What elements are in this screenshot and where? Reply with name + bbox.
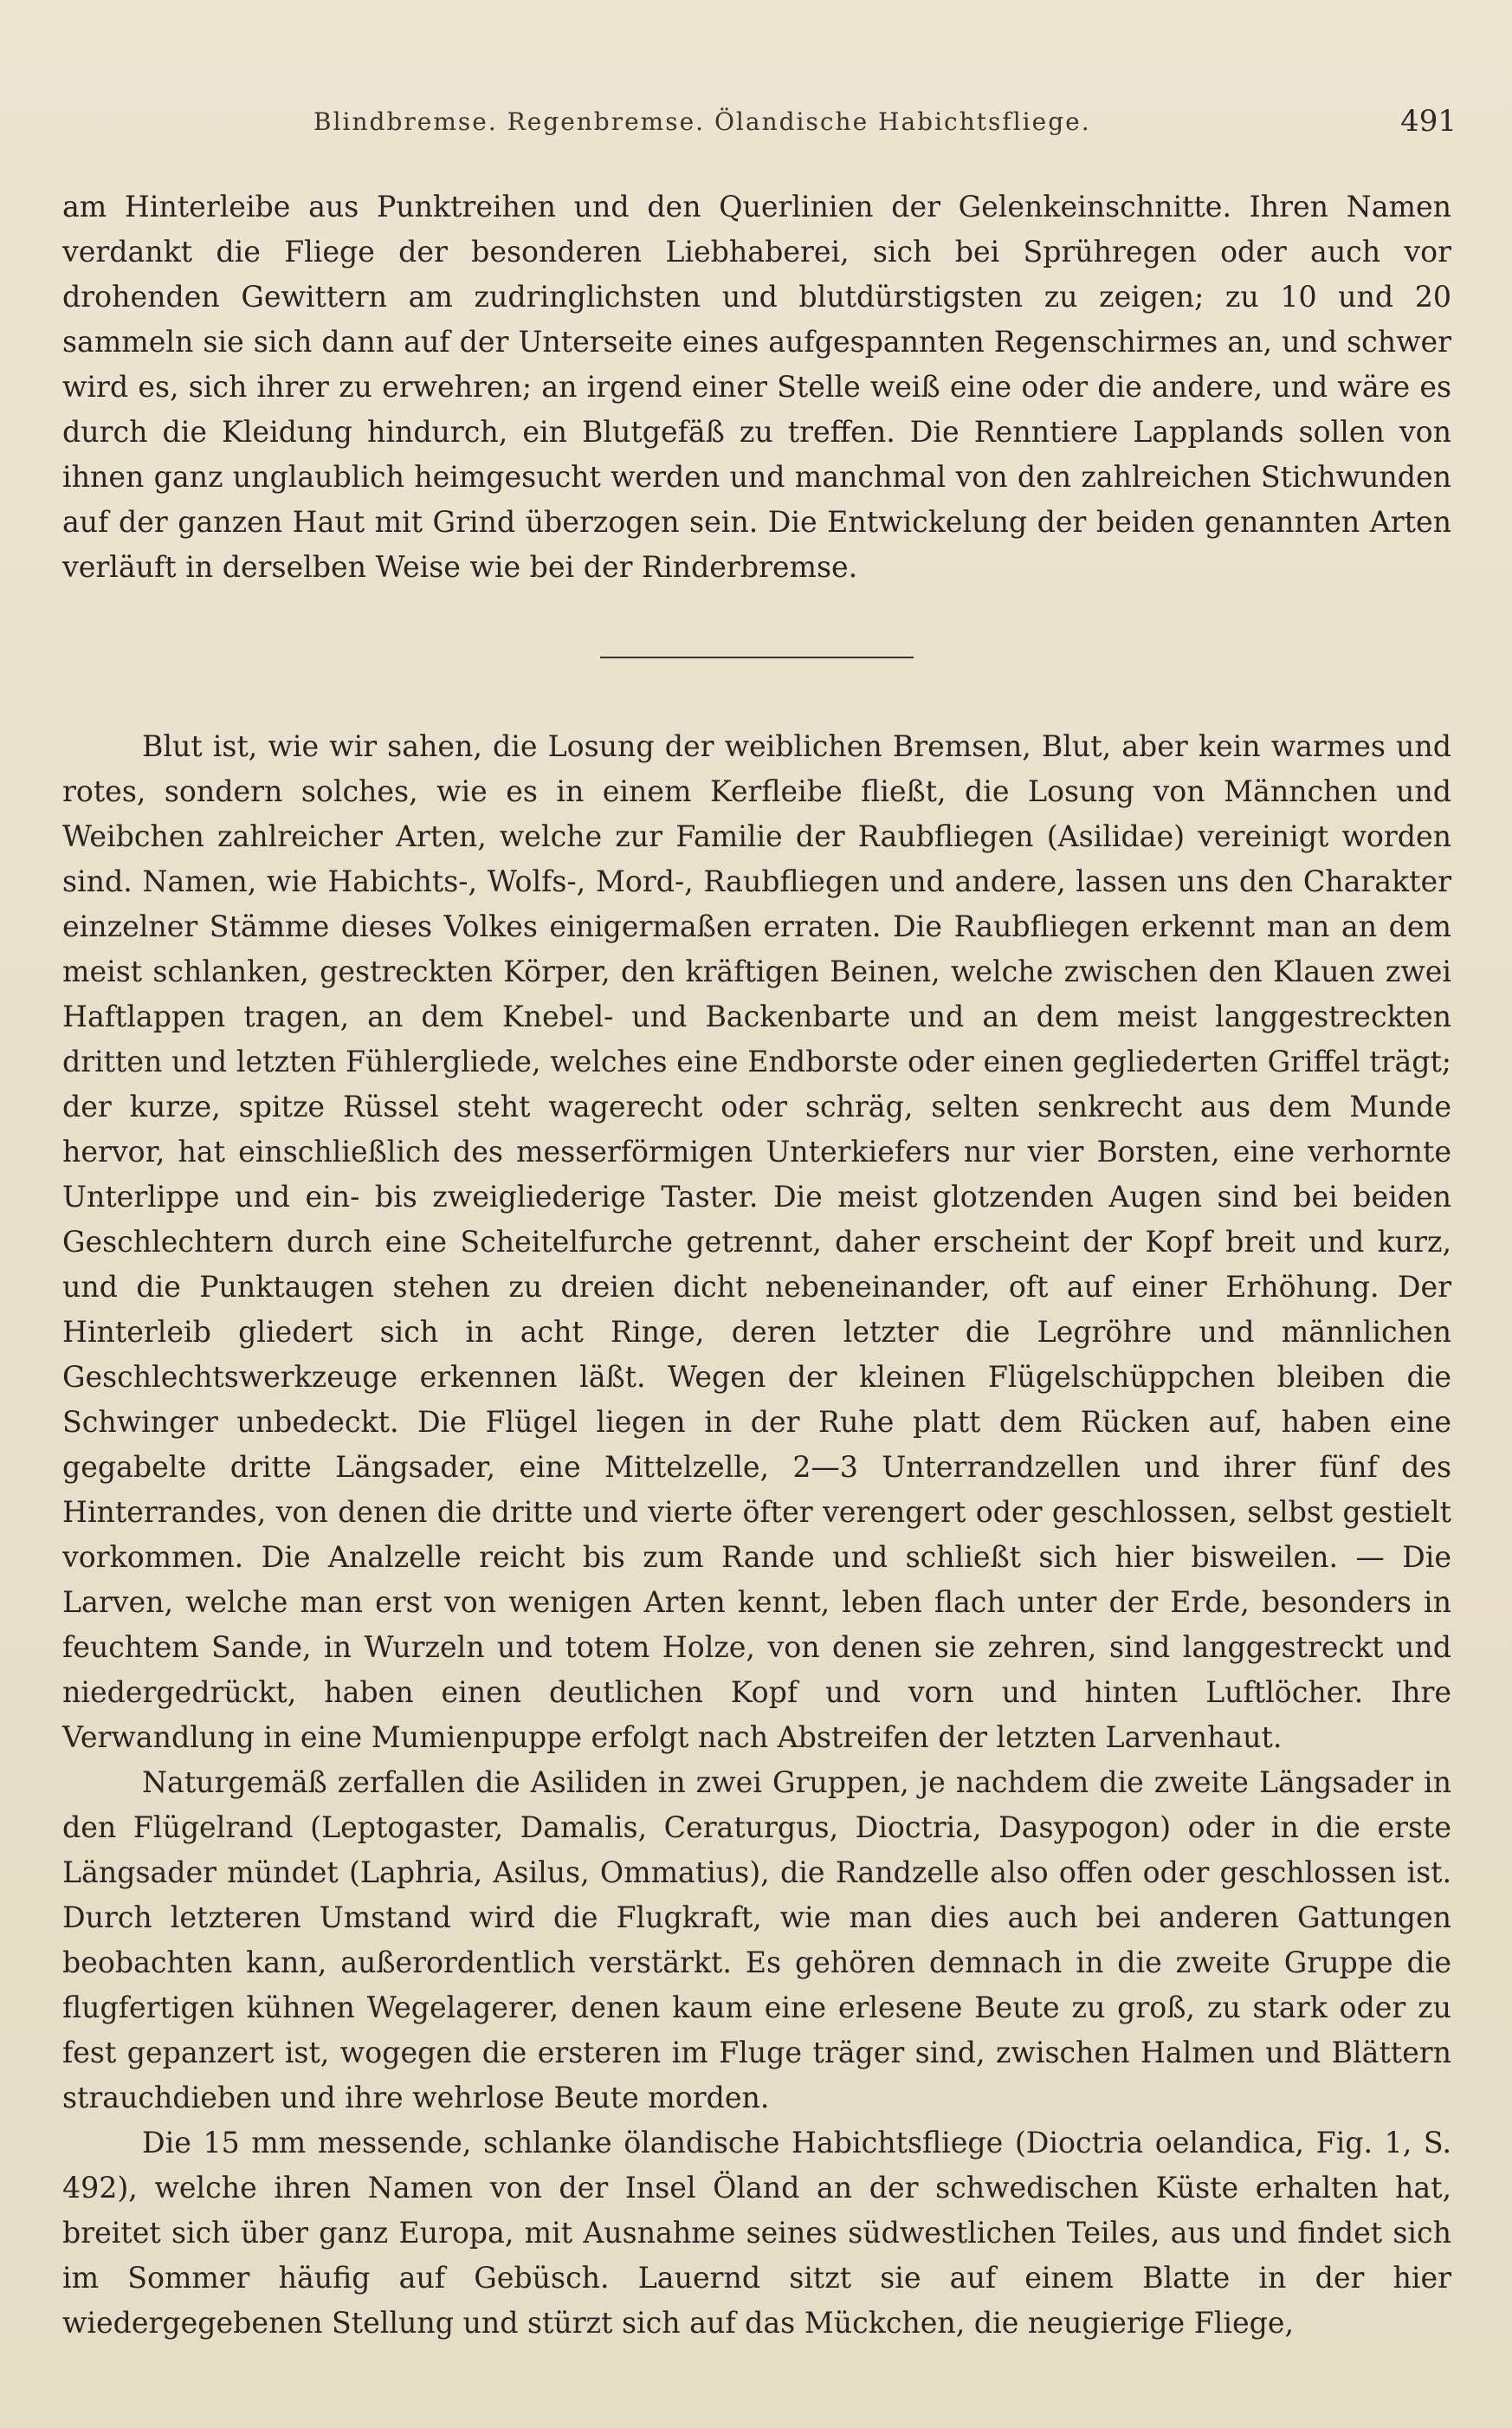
text-block-lower [62,724,1451,2346]
text-block-upper [62,185,1451,590]
paragraph: Blut ist, wie wir sahen, die Losung der weiblichen Bremsen, Blut, aber kein warmes und rotes, sondern solches, wie es in einem Kerfleibe fließt, die Losung von Männchen und Weibchen zahlreicher Arten, welche zur Familie der Raubfliegen (Asilidae) vereinigt worden sind. Namen, wie Habichts-, Wolfs-, Mord-, Raubfliegen und andere, lassen uns den Charakter einzelner Stämme dieses Volkes einigermaßen erraten. Die Raubfliegen erkennt man an dem meist schlanken, gestreckten Körper, den kräftigen Beinen, welche zwischen den Klauen zwei Haftlappen tragen, an dem Knebel- und Backenbarte und an dem meist langgestreckten dritten und letzten Fühlergliede, welches eine Endborste oder einen gegliederten Griffel trägt; der kurze, spitze Rüssel steht wagerecht oder schräg, selten senkrecht aus dem Munde hervor, hat einschließlich des messerförmigen Unterkiefers nur vier Borsten, eine verhornte Unterlippe und ein- bis zweigliederige Taster. Die meist glotzenden Augen sind bei beiden Geschlechtern durch eine Scheitelfurche getrennt, daher erscheint der Kopf breit und kurz, und die Punktaugen stehen zu dreien dicht nebeneinander, oft auf einer Erhöhung. Der Hinterleib gliedert sich in acht Ringe, deren letzter die Legröhre und männlichen Geschlechtswerkzeuge erkennen läßt. Wegen der kleinen Flügelschüppchen bleiben die Schwinger unbedeckt. Die Flügel liegen in der Ruhe platt dem Rücken auf, haben eine gegabelte dritte Längsader, eine Mittelzelle, 2—3 Unterrandzellen und ihrer fünf des Hinterrandes, von denen die dritte und vierte öfter verengert oder geschlossen, selbst gestielt vorkommen. Die Analzelle reicht bis zum Rande und schließt sich hier bisweilen. — Die Larven, welche man erst von wenigen Arten kennt, leben flach unter der Erde, besonders in feuchtem Sande, in Wurzeln und totem Holze, von denen sie zehren, sind langgestreckt und niedergedrückt, haben einen deutlichen Kopf und vorn und hinten Luftlöcher. Ihre Verwandlung in eine Mumienpuppe erfolgt nach Abstreifen der letzten Larvenhaut. [62,729,1451,1754]
paragraph: Die 15 mm messende, schlanke ölandische Habichtsfliege (Dioctria oelandica, Fig. 1, S. 492), welche ihren Namen von der Insel Öland an der schwedischen Küste erhalten hat, breitet sich über ganz Europa, mit Ausnahme seines südwestlichen Teiles, aus und findet sich im Sommer häufig auf Gebüsch. Lauernd sitzt sie auf einem Blatte in der hier wiedergegebenen Stellung und stürzt sich auf das Mückchen, die neugierige Fliege, [62,2126,1451,2340]
section-divider [600,657,914,658]
page-header [62,104,1457,151]
page-number: 491 [1400,104,1457,139]
paragraph: am Hinterleibe aus Punktreihen und den Querlinien der Gelenkeinschnitte. Ihren Namen verdankt die Fliege der besonderen Liebhaberei, sich bei Sprühregen oder auch vor drohenden Gewittern am zudringlichsten und blutdürstigsten zu zeigen; zu 10 und 20 sammeln sie sich dann auf der Unterseite eines aufgespannten Regenschirmes an, und schwer wird es, sich ihrer zu erwehren; an irgend einer Stelle weiß eine oder die andere, und wäre es durch die Kleidung hindurch, ein Blutgefäß zu treffen. Die Renntiere Lapplands sollen von ihnen ganz unglaublich heimgesucht werden und manchmal von den zahlreichen Stichwunden auf der ganzen Haut mit Grind überzogen sein. Die Entwickelung der beiden genannten Arten verläuft in derselben Weise wie bei der Rinderbremse. [62,190,1451,584]
paragraph: Naturgemäß zerfallen die Asiliden in zwei Gruppen, je nachdem die zweite Längsader in den Flügelrand (Leptogaster, Damalis, Ceraturgus, Dioctria, Dasypogon) oder in die erste Längsader mündet (Laphria, Asilus, Ommatius), die Randzelle also offen oder geschlossen ist. Durch letzteren Umstand wird die Flugkraft, wie man dies auch bei anderen Gattungen beobachten kann, außerordentlich verstärkt. Es gehören demnach in die zweite Gruppe die flugfertigen kühnen Wegelagerer, denen kaum eine erlesene Beute zu groß, zu stark oder zu fest gepanzert ist, wogegen die ersteren im Fluge träger sind, zwischen Halmen und Blättern strauchdieben und ihre wehrlose Beute morden. [62,1765,1451,2114]
running-head: Blindbremse. Regenbremse. Ölandische Habichtsfliege. [313,107,1091,136]
